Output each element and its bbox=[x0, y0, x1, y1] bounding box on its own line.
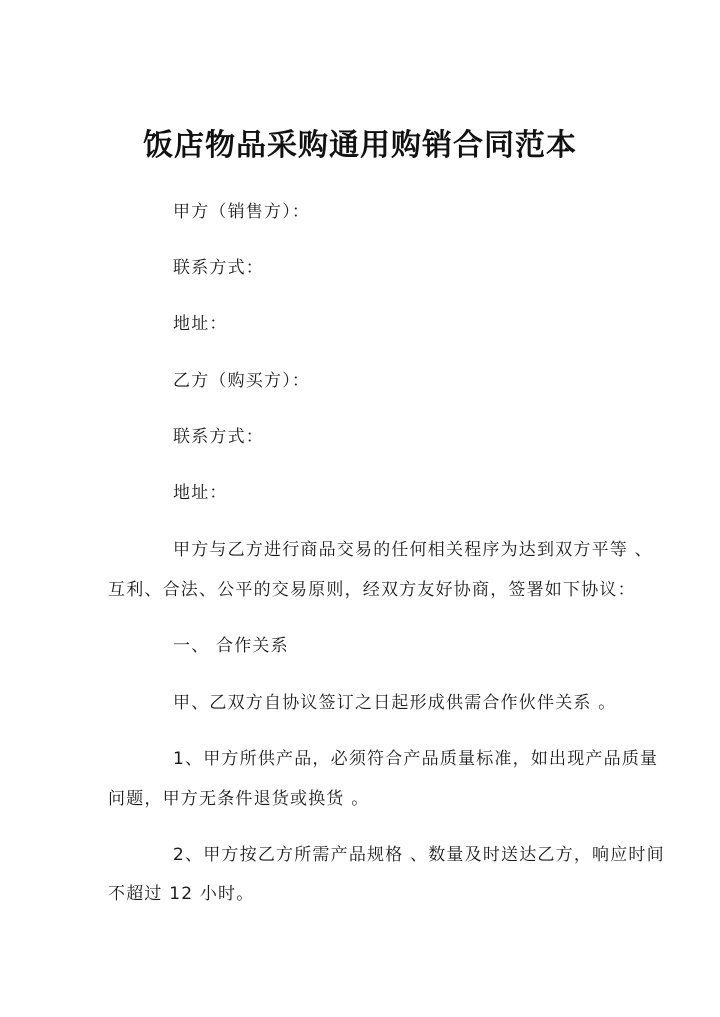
section-heading: 一、 合作关系 bbox=[173, 636, 289, 656]
party-b-address-label: 地址： bbox=[173, 483, 228, 503]
clause-2-line-2: 不超过 12 小时。 bbox=[108, 884, 255, 904]
party-a-address-label: 地址： bbox=[173, 314, 228, 334]
party-a-label: 甲方（销售方）： bbox=[173, 202, 311, 222]
preamble-line-1: 甲方与乙方进行商品交易的任何相关程序为达到双方平等 、 bbox=[173, 540, 653, 560]
clause-2-line-1: 2、甲方按乙方所需产品规格 、数量及时送达乙方，响应时间 bbox=[173, 845, 665, 865]
clause-1-line-2: 问题，甲方无条件退货或换货 。 bbox=[108, 789, 370, 809]
document-title: 饭店物品采购通用购销合同范本 bbox=[143, 128, 577, 163]
clause-1-line-1: 1、甲方所供产品，必须符合产品质量标准，如出现产品质量 bbox=[173, 749, 659, 769]
party-b-label: 乙方（购买方）： bbox=[173, 371, 311, 391]
preamble-line-2: 互利、合法、公平的交易原则，经双方友好协商，签署如下协议： bbox=[108, 580, 636, 600]
party-a-contact-label: 联系方式： bbox=[173, 258, 264, 278]
clause-paragraph: 甲、乙双方自协议签订之日起形成供需合作伙伴关系 。 bbox=[173, 693, 617, 713]
party-b-contact-label: 联系方式： bbox=[173, 427, 264, 447]
